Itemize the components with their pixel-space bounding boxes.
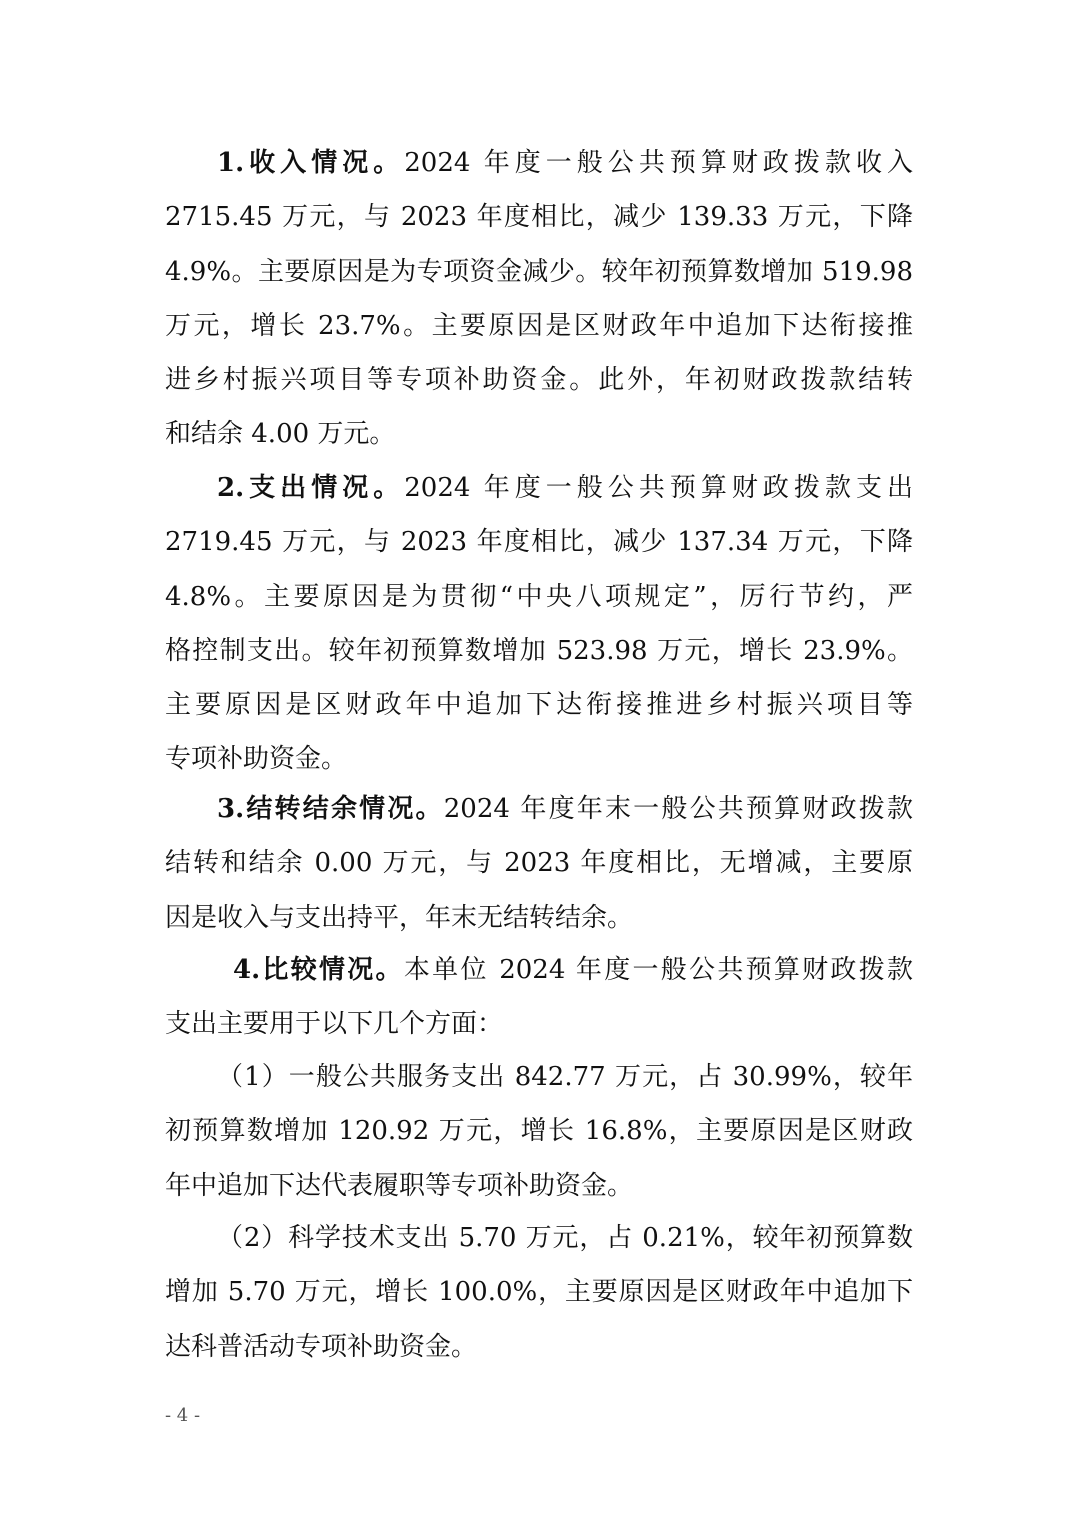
paragraph-line: 4.9%。主要原因是为专项资金减少。较年初预算数增加 519.98 (165, 256, 913, 287)
section-heading-comparison: 4.比较情况。 (233, 955, 404, 985)
paragraph-line: 因是收入与支出持平，年末无结转结余。 (165, 902, 634, 933)
paragraph-line: 进乡村振兴项目等专项补助资金。此外，年初财政拨款结转 (165, 365, 913, 396)
paragraph-line: 增加 5.70 万元，增长 100.0%，主要原因是区财政年中追加下 (165, 1277, 913, 1308)
paragraph-line: （1）一般公共服务支出 842.77 万元，占 30.99%，较年 (217, 1062, 913, 1092)
paragraph-carryover (165, 782, 913, 945)
section-heading-expenditure: 2.支出情况。 (217, 473, 405, 503)
paragraph-line: 4.8%。主要原因是为贯彻“中央八项规定”，厉行节约，严 (165, 581, 913, 612)
paragraph-expenditure (165, 461, 913, 787)
section-heading-carryover: 3.结转结余情况。 (217, 794, 444, 824)
paragraph-line (165, 782, 913, 836)
paragraph-line: 专项补助资金。 (165, 744, 348, 775)
paragraph-line: 年中追加下达代表履职等专项补助资金。 (165, 1170, 634, 1201)
line-text: 2024 年度一般公共预算财政拨款收入 (404, 148, 913, 178)
paragraph-line: 和结余 4.00 万元。 (165, 419, 396, 450)
page-number: - 4 - (165, 1405, 201, 1426)
paragraph-comparison (165, 943, 913, 1052)
paragraph-line: 结转和结余 0.00 万元，与 2023 年度相比，无增减，主要原 (165, 848, 913, 879)
paragraph-line: 主要原因是区财政年中追加下达衔接推进乡村振兴项目等 (165, 690, 913, 721)
paragraph-income (165, 136, 913, 462)
paragraph-line: 2719.45 万元，与 2023 年度相比，减少 137.34 万元，下降 (165, 527, 913, 558)
line-text: 2024 年度年末一般公共预算财政拨款 (443, 794, 913, 824)
line-text: 本单位 2024 年度一般公共预算财政拨款 (403, 955, 913, 985)
paragraph-line: 初预算数增加 120.92 万元，增长 16.8%，主要原因是区财政 (165, 1116, 913, 1147)
paragraph-line (165, 943, 913, 997)
paragraph-line: 2715.45 万元，与 2023 年度相比，减少 139.33 万元，下降 (165, 202, 913, 233)
paragraph-line: （2）科学技术支出 5.70 万元，占 0.21%，较年初预算数 (217, 1223, 913, 1253)
paragraph-line: 达科普活动专项补助资金。 (165, 1331, 478, 1362)
paragraph-line (165, 136, 913, 190)
paragraph-item-1 (165, 1050, 913, 1213)
line-text: 2024 年度一般公共预算财政拨款支出 (404, 473, 913, 503)
paragraph-item-2 (165, 1211, 913, 1374)
paragraph-line: 支出主要用于以下几个方面： (165, 1009, 504, 1040)
paragraph-line: 格控制支出。较年初预算数增加 523.98 万元，增长 23.9%。 (165, 635, 913, 666)
paragraph-line: 万元，增长 23.7%。主要原因是区财政年中追加下达衔接推 (165, 310, 913, 341)
section-heading-income: 1.收入情况。 (217, 148, 405, 178)
paragraph-line (165, 461, 913, 515)
